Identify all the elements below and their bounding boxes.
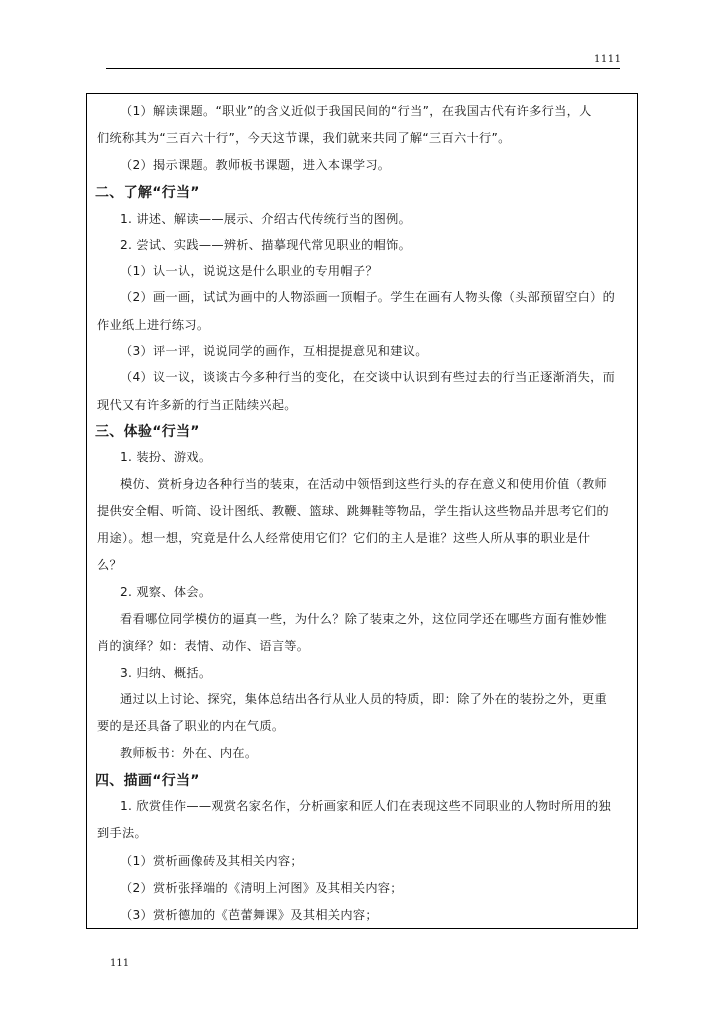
text-line: （3）赏析德加的《芭蕾舞课》及其相关内容；	[120, 908, 378, 922]
header-page-number: 1111	[594, 54, 622, 65]
text-line: （1）赏析画像砖及其相关内容；	[120, 854, 303, 868]
text-line: 1. 欣赏佳作——观赏名家名作，分析画家和匠人们在表现这些不同职业的人物时所用的独	[120, 799, 611, 813]
text-line: 提供安全帽、听筒、设计图纸、教鞭、篮球、跳舞鞋等物品，学生指认这些物品并思考它们的	[97, 504, 609, 518]
text-line: （1）解读课题。“职业”的含义近似于我国民间的“行当”，在我国古代有许多行当，人	[120, 104, 592, 118]
header-rule	[106, 68, 620, 69]
text-line: 1. 讲述、解读——展示、介绍古代传统行当的图例。	[120, 212, 412, 226]
content-table-cell	[86, 93, 638, 929]
text-line: 肖的演绎？如：表情、动作、语言等。	[97, 639, 310, 653]
text-line: 现代又有许多新的行当正陆续兴起。	[97, 398, 297, 412]
text-line: （4）议一议，谈谈古今多种行当的变化，在交谈中认识到有些过去的行当正逐渐消失，而	[120, 370, 616, 384]
section-heading: 四、描画“行当”	[95, 773, 200, 789]
text-line: 作业纸上进行练习。	[97, 318, 210, 332]
footer-page-number: 111	[110, 958, 130, 969]
text-line: 们统称其为“三百六十行”，今天这节课，我们就来共同了解“三百六十行”。	[97, 131, 511, 145]
text-line: 要的是还具备了职业的内在气质。	[97, 719, 285, 733]
section-heading: 三、体验“行当”	[95, 424, 200, 440]
section-heading: 二、了解“行当”	[95, 185, 200, 201]
text-line: 么？	[97, 558, 122, 572]
text-line: 通过以上讨论、探究，集体总结出各行从业人员的特质，即：除了外在的装扮之外，更重	[120, 692, 608, 706]
text-line: 教师板书：外在、内在。	[120, 746, 258, 760]
text-line: （2）揭示课题。教师板书课题，进入本课学习。	[120, 158, 391, 172]
text-line: （1）认一认，说说这是什么职业的专用帽子？	[120, 264, 378, 278]
text-line: （3）评一评，说说同学的画作，互相提提意见和建议。	[120, 344, 428, 358]
text-line: 用途）。想一想，究竟是什么人经常使用它们？它们的主人是谁？这些人所从事的职业是什	[97, 531, 591, 545]
text-line: （2）画一画，试试为画中的人物添画一顶帽子。学生在画有人物头像（头部预留空白）的	[120, 290, 616, 304]
text-line: （2）赏析张择端的《清明上河图》及其相关内容；	[120, 881, 403, 895]
text-line: 1. 装扮、游戏。	[120, 450, 212, 464]
text-line: 3. 归纳、概括。	[120, 666, 212, 680]
text-line: 2. 观察、体会。	[120, 585, 212, 599]
text-line: 看看哪位同学模仿的逼真一些，为什么？除了装束之外，这位同学还在哪些方面有惟妙惟	[120, 612, 608, 626]
text-line: 2. 尝试、实践——辨析、描摹现代常见职业的帽饰。	[120, 238, 412, 252]
text-line: 模仿、赏析身边各种行当的装束，在活动中领悟到这些行头的存在意义和使用价值（教师	[120, 477, 608, 491]
text-line: 到手法。	[97, 826, 147, 840]
